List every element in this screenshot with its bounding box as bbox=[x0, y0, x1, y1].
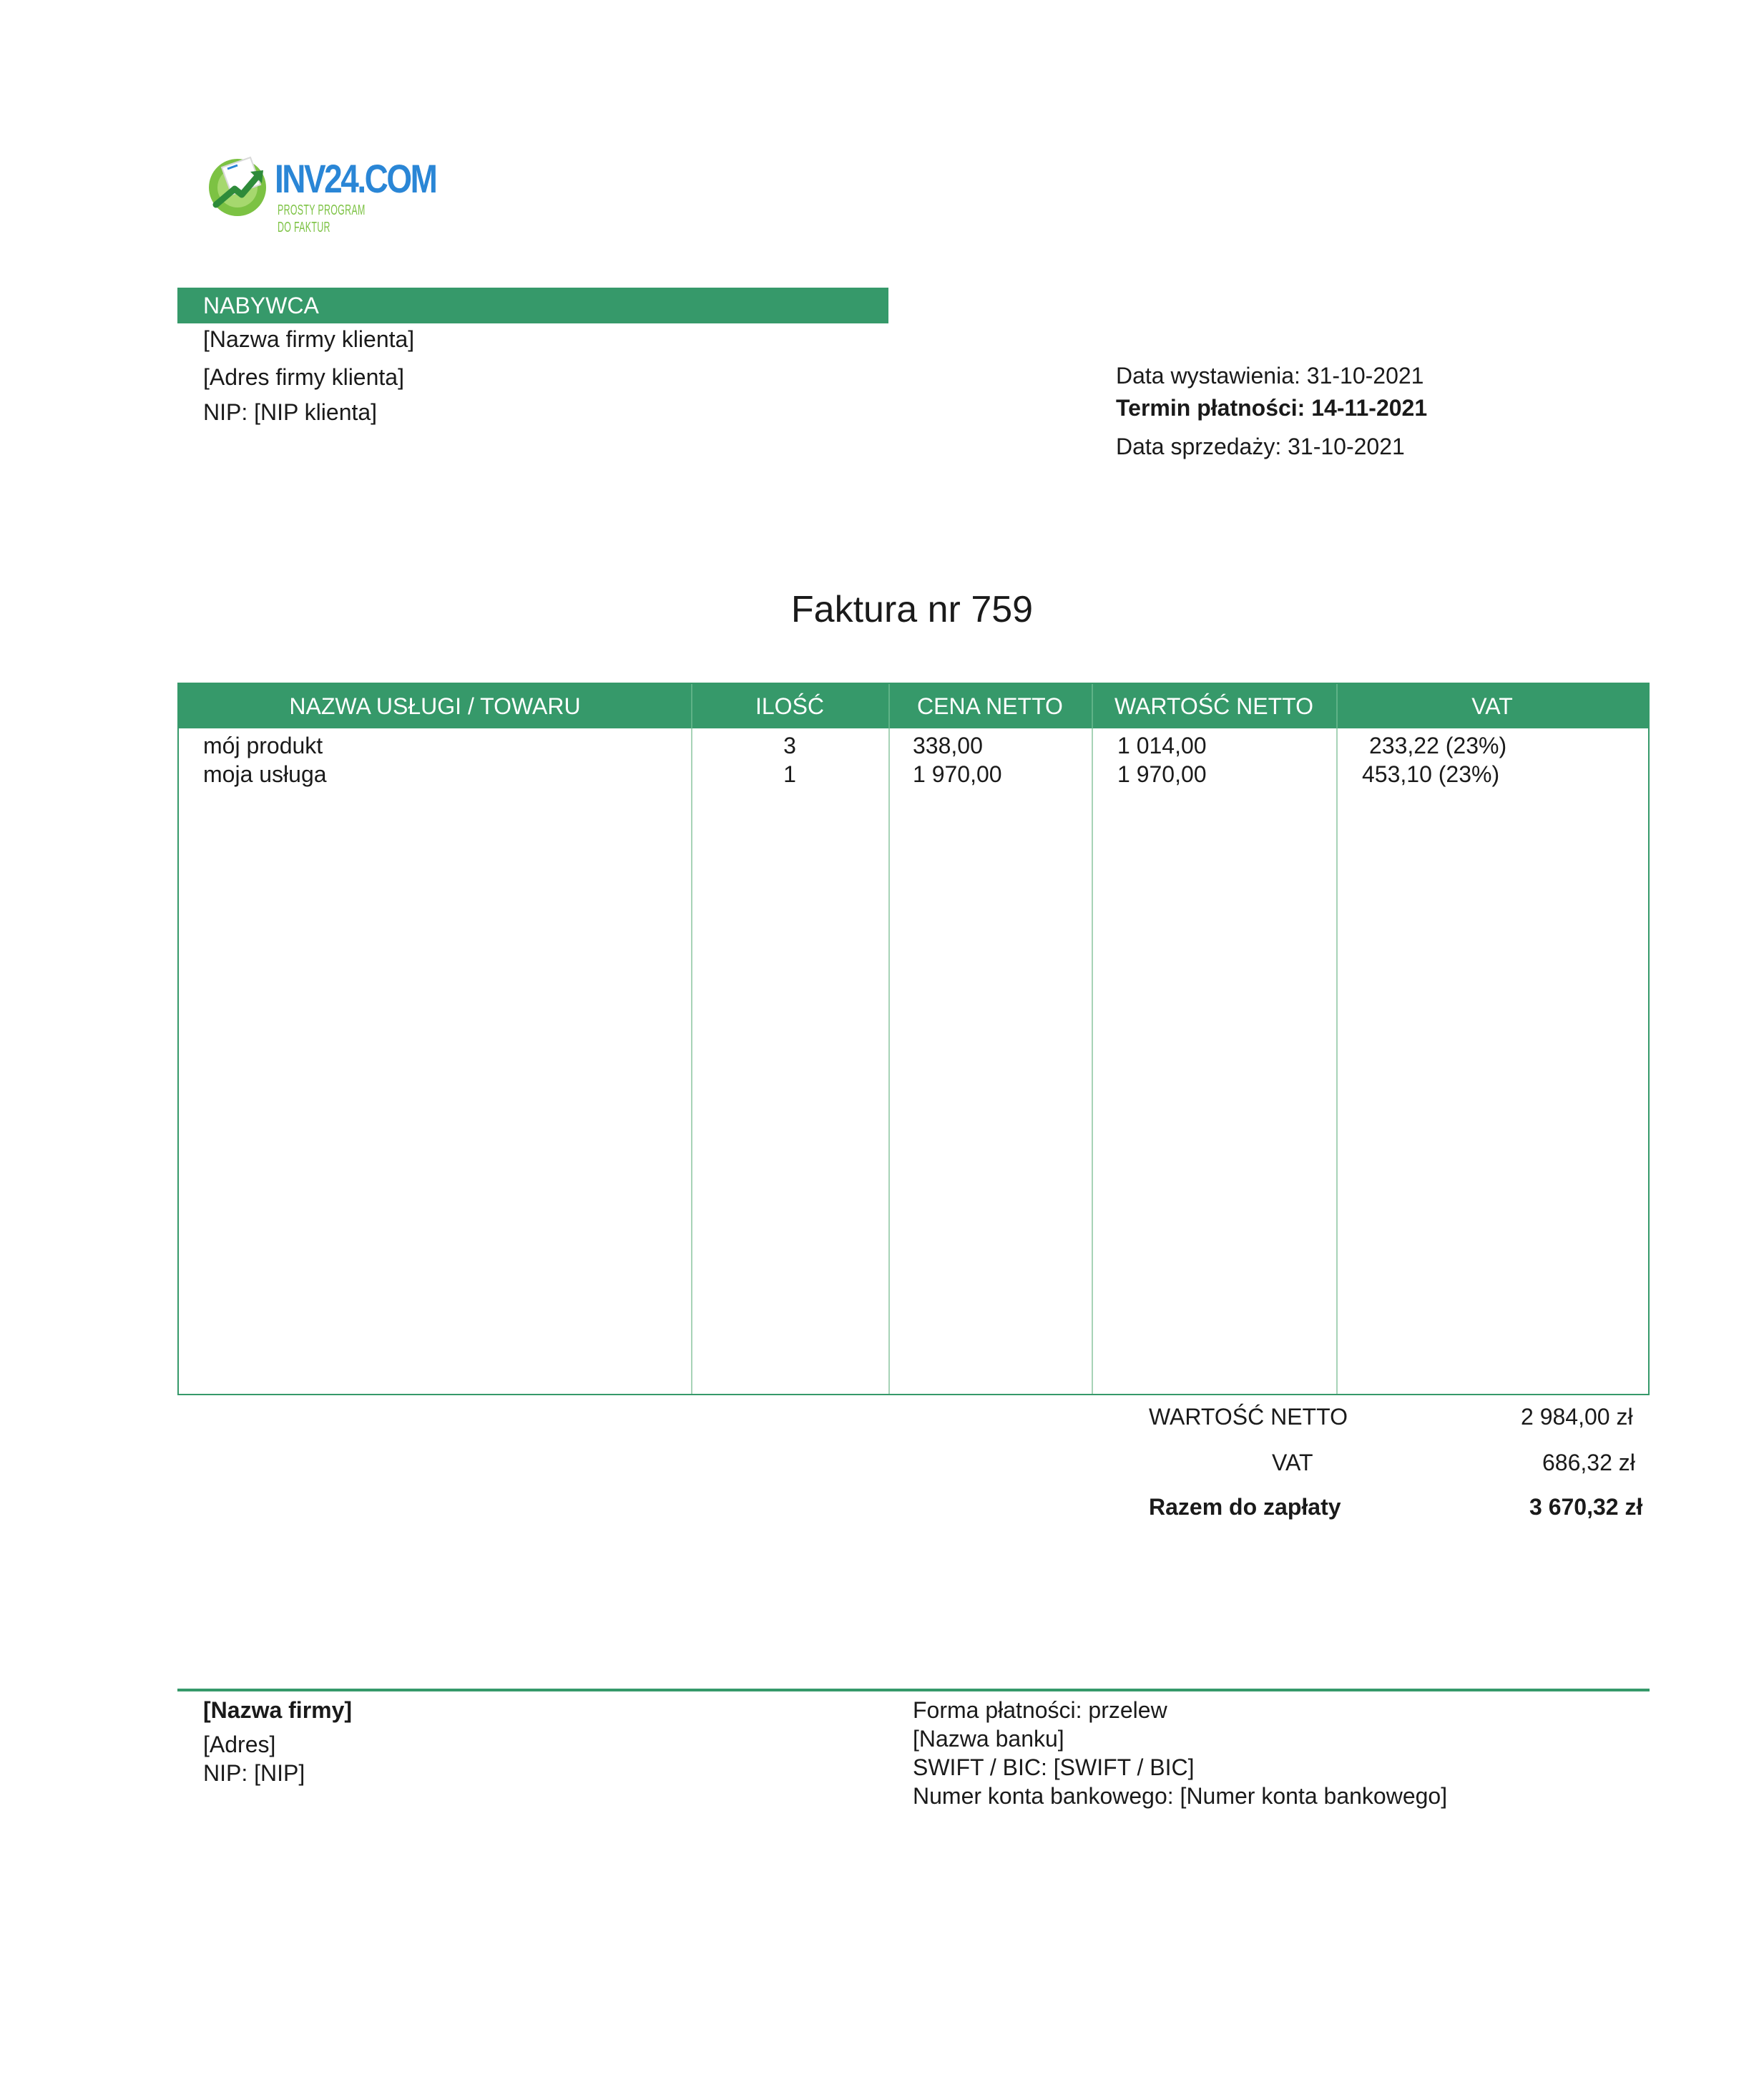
column-divider bbox=[888, 728, 890, 1394]
table-header bbox=[179, 684, 1648, 728]
total-net-value: 2 984,00 zł bbox=[1521, 1404, 1633, 1430]
company-logo bbox=[206, 147, 436, 235]
column-header-quantity: ILOŚĆ bbox=[755, 693, 825, 719]
cell-unit-price: 338,00 bbox=[913, 733, 983, 758]
column-header-net-value: WARTOŚĆ NETTO bbox=[1114, 693, 1313, 719]
column-header-unit-price: CENA NETTO bbox=[917, 693, 1063, 719]
total-gross-label: Razem do zapłaty bbox=[1149, 1494, 1341, 1520]
cell-net-value: 1 970,00 bbox=[1117, 761, 1207, 787]
column-divider bbox=[1336, 728, 1338, 1394]
header-divider bbox=[691, 684, 692, 728]
swift-bic: SWIFT / BIC: [SWIFT / BIC] bbox=[913, 1754, 1195, 1780]
cell-item-name: mój produkt bbox=[203, 733, 323, 758]
header-divider bbox=[888, 684, 890, 728]
total-net-label: WARTOŚĆ NETTO bbox=[1149, 1404, 1348, 1430]
column-divider bbox=[691, 728, 692, 1394]
buyer-name: [Nazwa firmy klienta] bbox=[203, 326, 415, 352]
seller-name: [Nazwa firmy] bbox=[203, 1697, 353, 1723]
issue-date: Data wystawienia: 31-10-2021 bbox=[1116, 363, 1424, 389]
cell-quantity: 1 bbox=[783, 761, 796, 787]
sale-date: Data sprzedaży: 31-10-2021 bbox=[1116, 434, 1405, 459]
header-divider bbox=[1092, 684, 1093, 728]
column-divider bbox=[1092, 728, 1093, 1394]
total-vat-value: 686,32 zł bbox=[1542, 1450, 1635, 1475]
buyer-heading: NABYWCA bbox=[203, 293, 319, 318]
invoice-title: Faktura nr 759 bbox=[790, 589, 1034, 630]
cell-vat: 453,10 (23%) bbox=[1362, 761, 1500, 787]
bank-name: [Nazwa banku] bbox=[913, 1726, 1064, 1752]
payment-method: Forma płatności: przelew bbox=[913, 1697, 1167, 1723]
footer-divider bbox=[177, 1689, 1650, 1691]
logo-icon bbox=[206, 147, 275, 220]
logo-tagline: PROSTY PROGRAM DO FAKTUR bbox=[278, 202, 366, 235]
items-table bbox=[177, 683, 1650, 1395]
buyer-address: [Adres firmy klienta] bbox=[203, 364, 404, 390]
total-vat-label: VAT bbox=[1272, 1450, 1313, 1475]
column-header-name: NAZWA USŁUGI / TOWARU bbox=[289, 693, 581, 719]
buyer-nip: NIP: [NIP klienta] bbox=[203, 399, 378, 425]
header-divider bbox=[1336, 684, 1338, 728]
total-gross-value: 3 670,32 zł bbox=[1529, 1494, 1643, 1520]
cell-item-name: moja usługa bbox=[203, 761, 327, 787]
cell-vat: 233,22 (23%) bbox=[1369, 733, 1507, 758]
seller-address: [Adres] bbox=[203, 1732, 276, 1757]
cell-unit-price: 1 970,00 bbox=[913, 761, 1002, 787]
due-date: Termin płatności: 14-11-2021 bbox=[1116, 395, 1428, 421]
cell-quantity: 3 bbox=[783, 733, 796, 758]
logo-wordmark: INV24.COM bbox=[275, 156, 436, 201]
cell-net-value: 1 014,00 bbox=[1117, 733, 1207, 758]
seller-nip: NIP: [NIP] bbox=[203, 1760, 305, 1786]
column-header-vat: VAT bbox=[1471, 693, 1513, 719]
bank-account-number: Numer konta bankowego: [Numer konta bankowego] bbox=[913, 1783, 1448, 1809]
